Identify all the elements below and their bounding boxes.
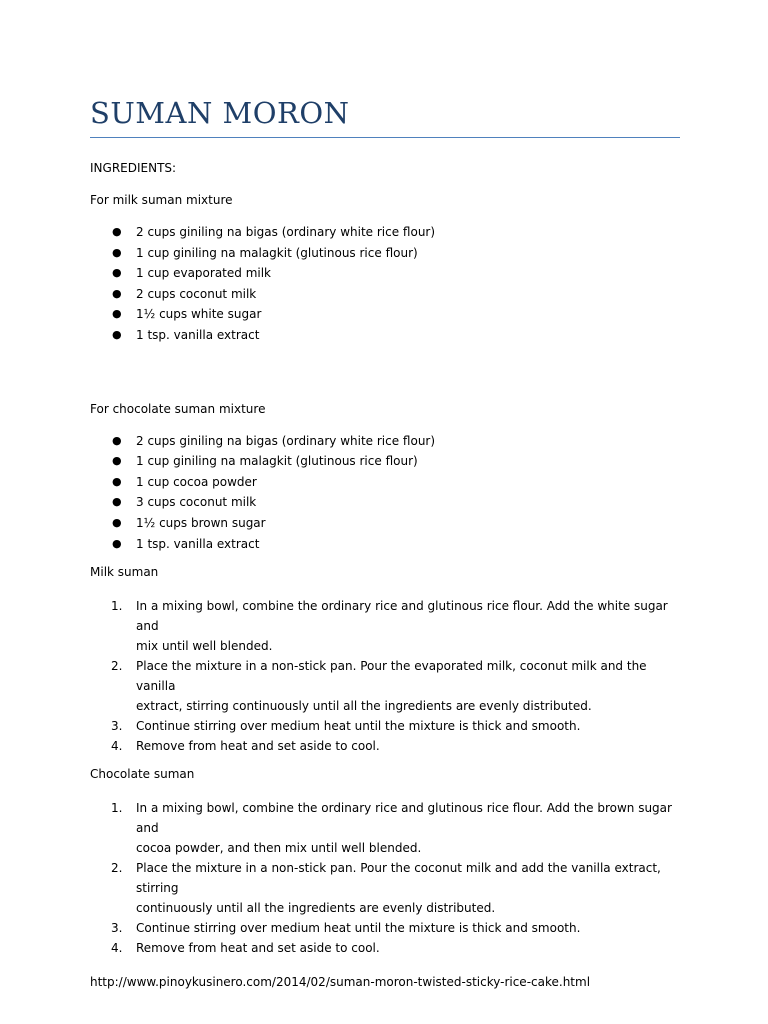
step-item (90, 858, 680, 918)
step-number: 4. (111, 941, 123, 956)
step-item (90, 656, 680, 716)
chocolate-suman-heading: Chocolate suman (90, 767, 195, 782)
list-item-text: 1 cup giniling na malagkit (glutinous rice flour) (136, 454, 418, 469)
step-item (90, 938, 680, 958)
step-item (90, 736, 680, 756)
list-item-text: 1½ cups white sugar (136, 307, 262, 322)
step-number: 1. (111, 599, 123, 614)
step-item (90, 716, 680, 736)
list-item-text: 2 cups coconut milk (136, 286, 257, 301)
bullet-icon: ● (112, 536, 122, 550)
bullet-icon: ● (112, 266, 122, 280)
step-line: Place the mixture in a non-stick pan. Pour the coconut milk and add the vanilla extract, stirring (136, 861, 661, 896)
list-item-text: 1 tsp. vanilla extract (136, 536, 260, 551)
list-item-text: 1½ cups brown sugar (136, 515, 266, 530)
bullet-icon: ● (112, 433, 122, 447)
list-item-text: 1 cup evaporated milk (136, 266, 271, 281)
list-item (90, 515, 680, 536)
document-title: SUMAN MORON (90, 96, 350, 130)
ingredients-label: INGREDIENTS: (90, 161, 177, 175)
title-underline (90, 137, 680, 138)
milk-suman-heading: Milk suman (90, 565, 159, 580)
list-item (90, 245, 680, 266)
list-item (90, 286, 680, 307)
chocolate-mixture-list (90, 433, 680, 557)
step-line: In a mixing bowl, combine the ordinary rice and glutinous rice flour. Add the brown sugar and (136, 801, 672, 836)
list-item (90, 265, 680, 286)
list-item-text: 1 tsp. vanilla extract (136, 327, 260, 342)
list-item (90, 474, 680, 495)
step-number: 4. (111, 739, 123, 754)
step-line: continuously until all the ingredients are evenly distributed. (136, 901, 496, 916)
list-item-text: 1 cup giniling na malagkit (glutinous rice flour) (136, 245, 418, 260)
step-line: mix until well blended. (136, 639, 273, 654)
step-item (90, 798, 680, 858)
step-item (90, 918, 680, 938)
milk-mixture-list (90, 224, 680, 348)
list-item (90, 327, 680, 348)
bullet-icon: ● (112, 225, 122, 238)
list-item-text: 2 cups giniling na bigas (ordinary white rice flour) (136, 433, 436, 448)
list-item (90, 224, 680, 245)
step-item (90, 596, 680, 656)
step-line: cocoa powder, and then mix until well blended. (136, 841, 422, 856)
list-item (90, 494, 680, 515)
list-item-text: 3 cups coconut milk (136, 495, 257, 510)
step-line: Continue stirring over medium heat until the mixture is thick and smooth. (136, 719, 581, 734)
milk-suman-steps (90, 596, 680, 756)
chocolate-mixture-heading: For chocolate suman mixture (90, 401, 266, 416)
step-line: extract, stirring continuously until all the ingredients are evenly distributed. (136, 699, 592, 714)
step-line: Remove from heat and set aside to cool. (136, 941, 380, 956)
bullet-icon: ● (112, 515, 122, 529)
bullet-icon: ● (112, 474, 122, 488)
step-line: Place the mixture in a non-stick pan. Pour the evaporated milk, coconut milk and the vanilla (136, 659, 647, 694)
list-item (90, 433, 680, 454)
bullet-icon: ● (112, 454, 122, 468)
source-link[interactable]: http://www.pinoykusinero.com/2014/02/suman-moron-twisted-sticky-rice-cake.html (90, 975, 591, 990)
list-item (90, 306, 680, 327)
step-number: 2. (111, 659, 123, 674)
list-item (90, 536, 680, 557)
step-line: Continue stirring over medium heat until the mixture is thick and smooth. (136, 921, 581, 936)
bullet-icon: ● (112, 286, 122, 300)
chocolate-suman-steps (90, 798, 680, 958)
list-item (90, 453, 680, 474)
step-number: 3. (111, 921, 123, 936)
step-line: In a mixing bowl, combine the ordinary rice and glutinous rice flour. Add the white sugar and (136, 599, 668, 634)
step-line: Remove from heat and set aside to cool. (136, 739, 380, 754)
bullet-icon: ● (112, 327, 122, 341)
bullet-icon: ● (112, 307, 122, 321)
bullet-icon: ● (112, 495, 122, 509)
list-item-text: 2 cups giniling na bigas (ordinary white rice flour) (136, 225, 436, 239)
step-number: 3. (111, 719, 123, 734)
bullet-icon: ● (112, 245, 122, 259)
document-body (90, 160, 680, 990)
list-item-text: 1 cup cocoa powder (136, 474, 257, 489)
step-number: 2. (111, 861, 123, 876)
milk-mixture-heading: For milk suman mixture (90, 193, 233, 207)
step-number: 1. (111, 801, 123, 816)
